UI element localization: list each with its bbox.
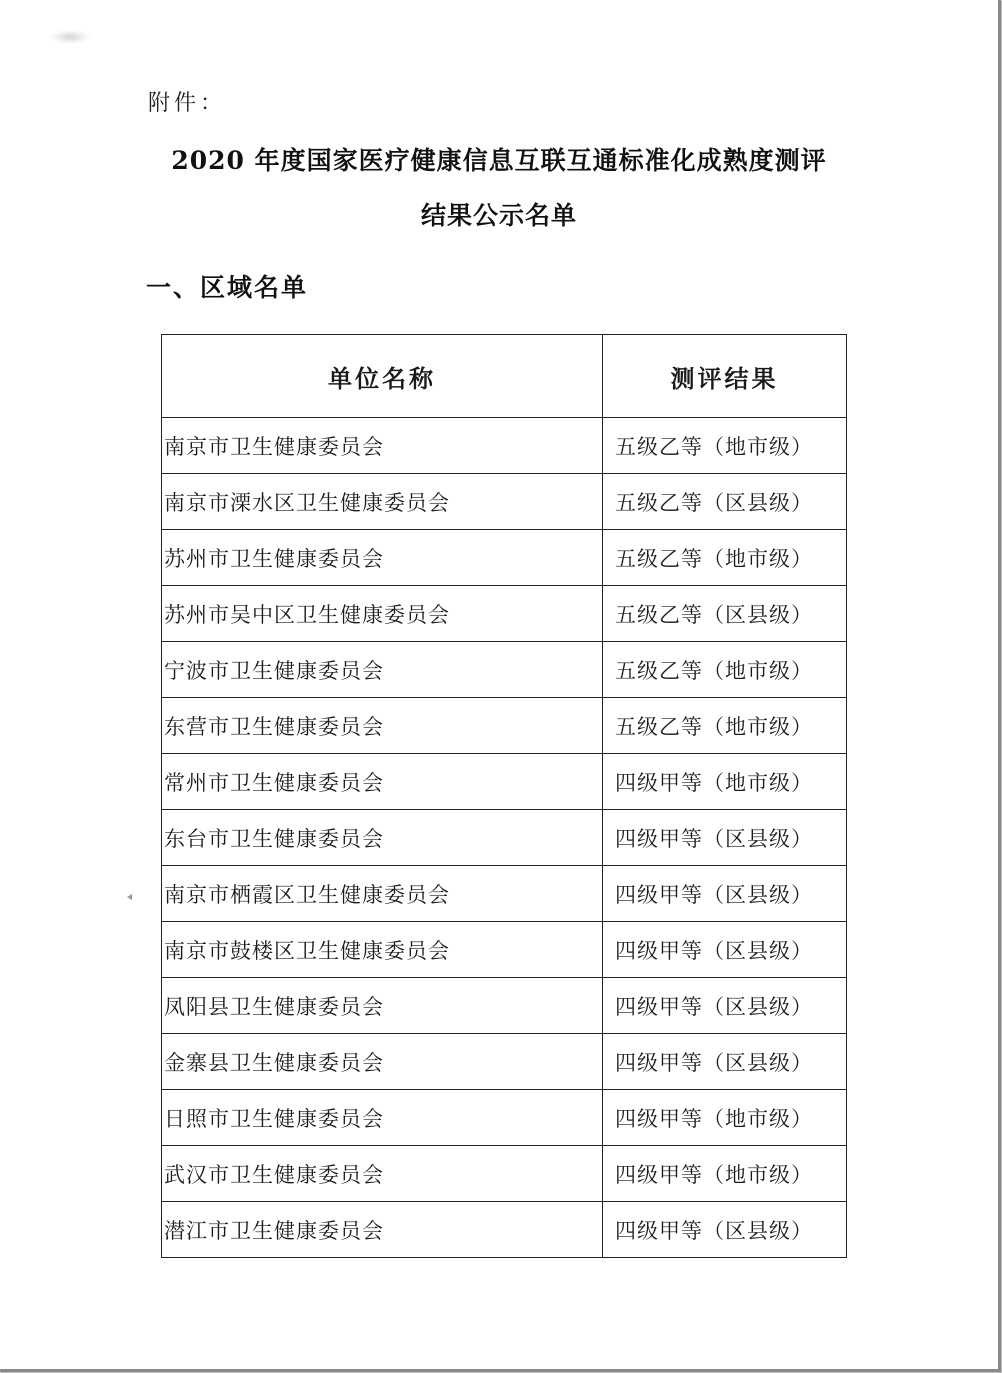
document-title-line-2: 结果公示名单 bbox=[420, 201, 577, 230]
result-cell: 四级甲等（区县级） bbox=[603, 978, 847, 1034]
result-cell: 四级甲等（地市级） bbox=[603, 1090, 847, 1146]
header-unit-name: 单位名称 bbox=[162, 335, 603, 418]
scan-mark bbox=[127, 894, 132, 900]
table-row bbox=[162, 922, 847, 978]
section-heading: 一、区域名单 bbox=[146, 273, 309, 302]
result-cell: 四级甲等（区县级） bbox=[603, 866, 847, 922]
table-row bbox=[162, 418, 847, 474]
table-row bbox=[162, 1090, 847, 1146]
results-table bbox=[161, 334, 847, 1258]
unit-name-cell: 宁波市卫生健康委员会 bbox=[162, 642, 603, 698]
table-row bbox=[162, 1146, 847, 1202]
unit-name-cell: 南京市溧水区卫生健康委员会 bbox=[162, 474, 603, 530]
table-row bbox=[162, 866, 847, 922]
result-cell: 四级甲等（区县级） bbox=[603, 1202, 847, 1258]
table-row bbox=[162, 1034, 847, 1090]
unit-name-cell: 苏州市卫生健康委员会 bbox=[162, 530, 603, 586]
table-row bbox=[162, 530, 847, 586]
unit-name-cell: 南京市栖霞区卫生健康委员会 bbox=[162, 866, 603, 922]
result-cell: 五级乙等（区县级） bbox=[603, 474, 847, 530]
result-cell: 五级乙等（地市级） bbox=[603, 530, 847, 586]
unit-name-cell: 金寨县卫生健康委员会 bbox=[162, 1034, 603, 1090]
unit-name-cell: 南京市卫生健康委员会 bbox=[162, 418, 603, 474]
unit-name-cell: 凤阳县卫生健康委员会 bbox=[162, 978, 603, 1034]
table-header-row bbox=[162, 335, 847, 418]
table-row bbox=[162, 586, 847, 642]
unit-name-cell: 东营市卫生健康委员会 bbox=[162, 698, 603, 754]
document-title-line-1: 2020 年度国家医疗健康信息互联互通标准化成熟度测评 bbox=[171, 146, 827, 175]
result-cell: 四级甲等（区县级） bbox=[603, 922, 847, 978]
table-row bbox=[162, 474, 847, 530]
result-cell: 五级乙等（区县级） bbox=[603, 586, 847, 642]
table-row bbox=[162, 978, 847, 1034]
attachment-label: 附件： bbox=[148, 91, 227, 116]
result-cell: 五级乙等（地市级） bbox=[603, 418, 847, 474]
table-row bbox=[162, 642, 847, 698]
unit-name-cell: 武汉市卫生健康委员会 bbox=[162, 1146, 603, 1202]
table-row bbox=[162, 698, 847, 754]
result-cell: 四级甲等（地市级） bbox=[603, 754, 847, 810]
table-row bbox=[162, 1202, 847, 1258]
unit-name-cell: 日照市卫生健康委员会 bbox=[162, 1090, 603, 1146]
unit-name-cell: 苏州市吴中区卫生健康委员会 bbox=[162, 586, 603, 642]
result-cell: 四级甲等（区县级） bbox=[603, 1034, 847, 1090]
table-row bbox=[162, 754, 847, 810]
table-row bbox=[162, 810, 847, 866]
unit-name-cell: 南京市鼓楼区卫生健康委员会 bbox=[162, 922, 603, 978]
unit-name-cell: 常州市卫生健康委员会 bbox=[162, 754, 603, 810]
scan-smudge bbox=[50, 30, 90, 44]
result-cell: 五级乙等（地市级） bbox=[603, 698, 847, 754]
result-cell: 四级甲等（地市级） bbox=[603, 1146, 847, 1202]
unit-name-cell: 东台市卫生健康委员会 bbox=[162, 810, 603, 866]
result-cell: 五级乙等（地市级） bbox=[603, 642, 847, 698]
unit-name-cell: 潜江市卫生健康委员会 bbox=[162, 1202, 603, 1258]
result-cell: 四级甲等（区县级） bbox=[603, 810, 847, 866]
header-result: 测评结果 bbox=[603, 335, 847, 418]
